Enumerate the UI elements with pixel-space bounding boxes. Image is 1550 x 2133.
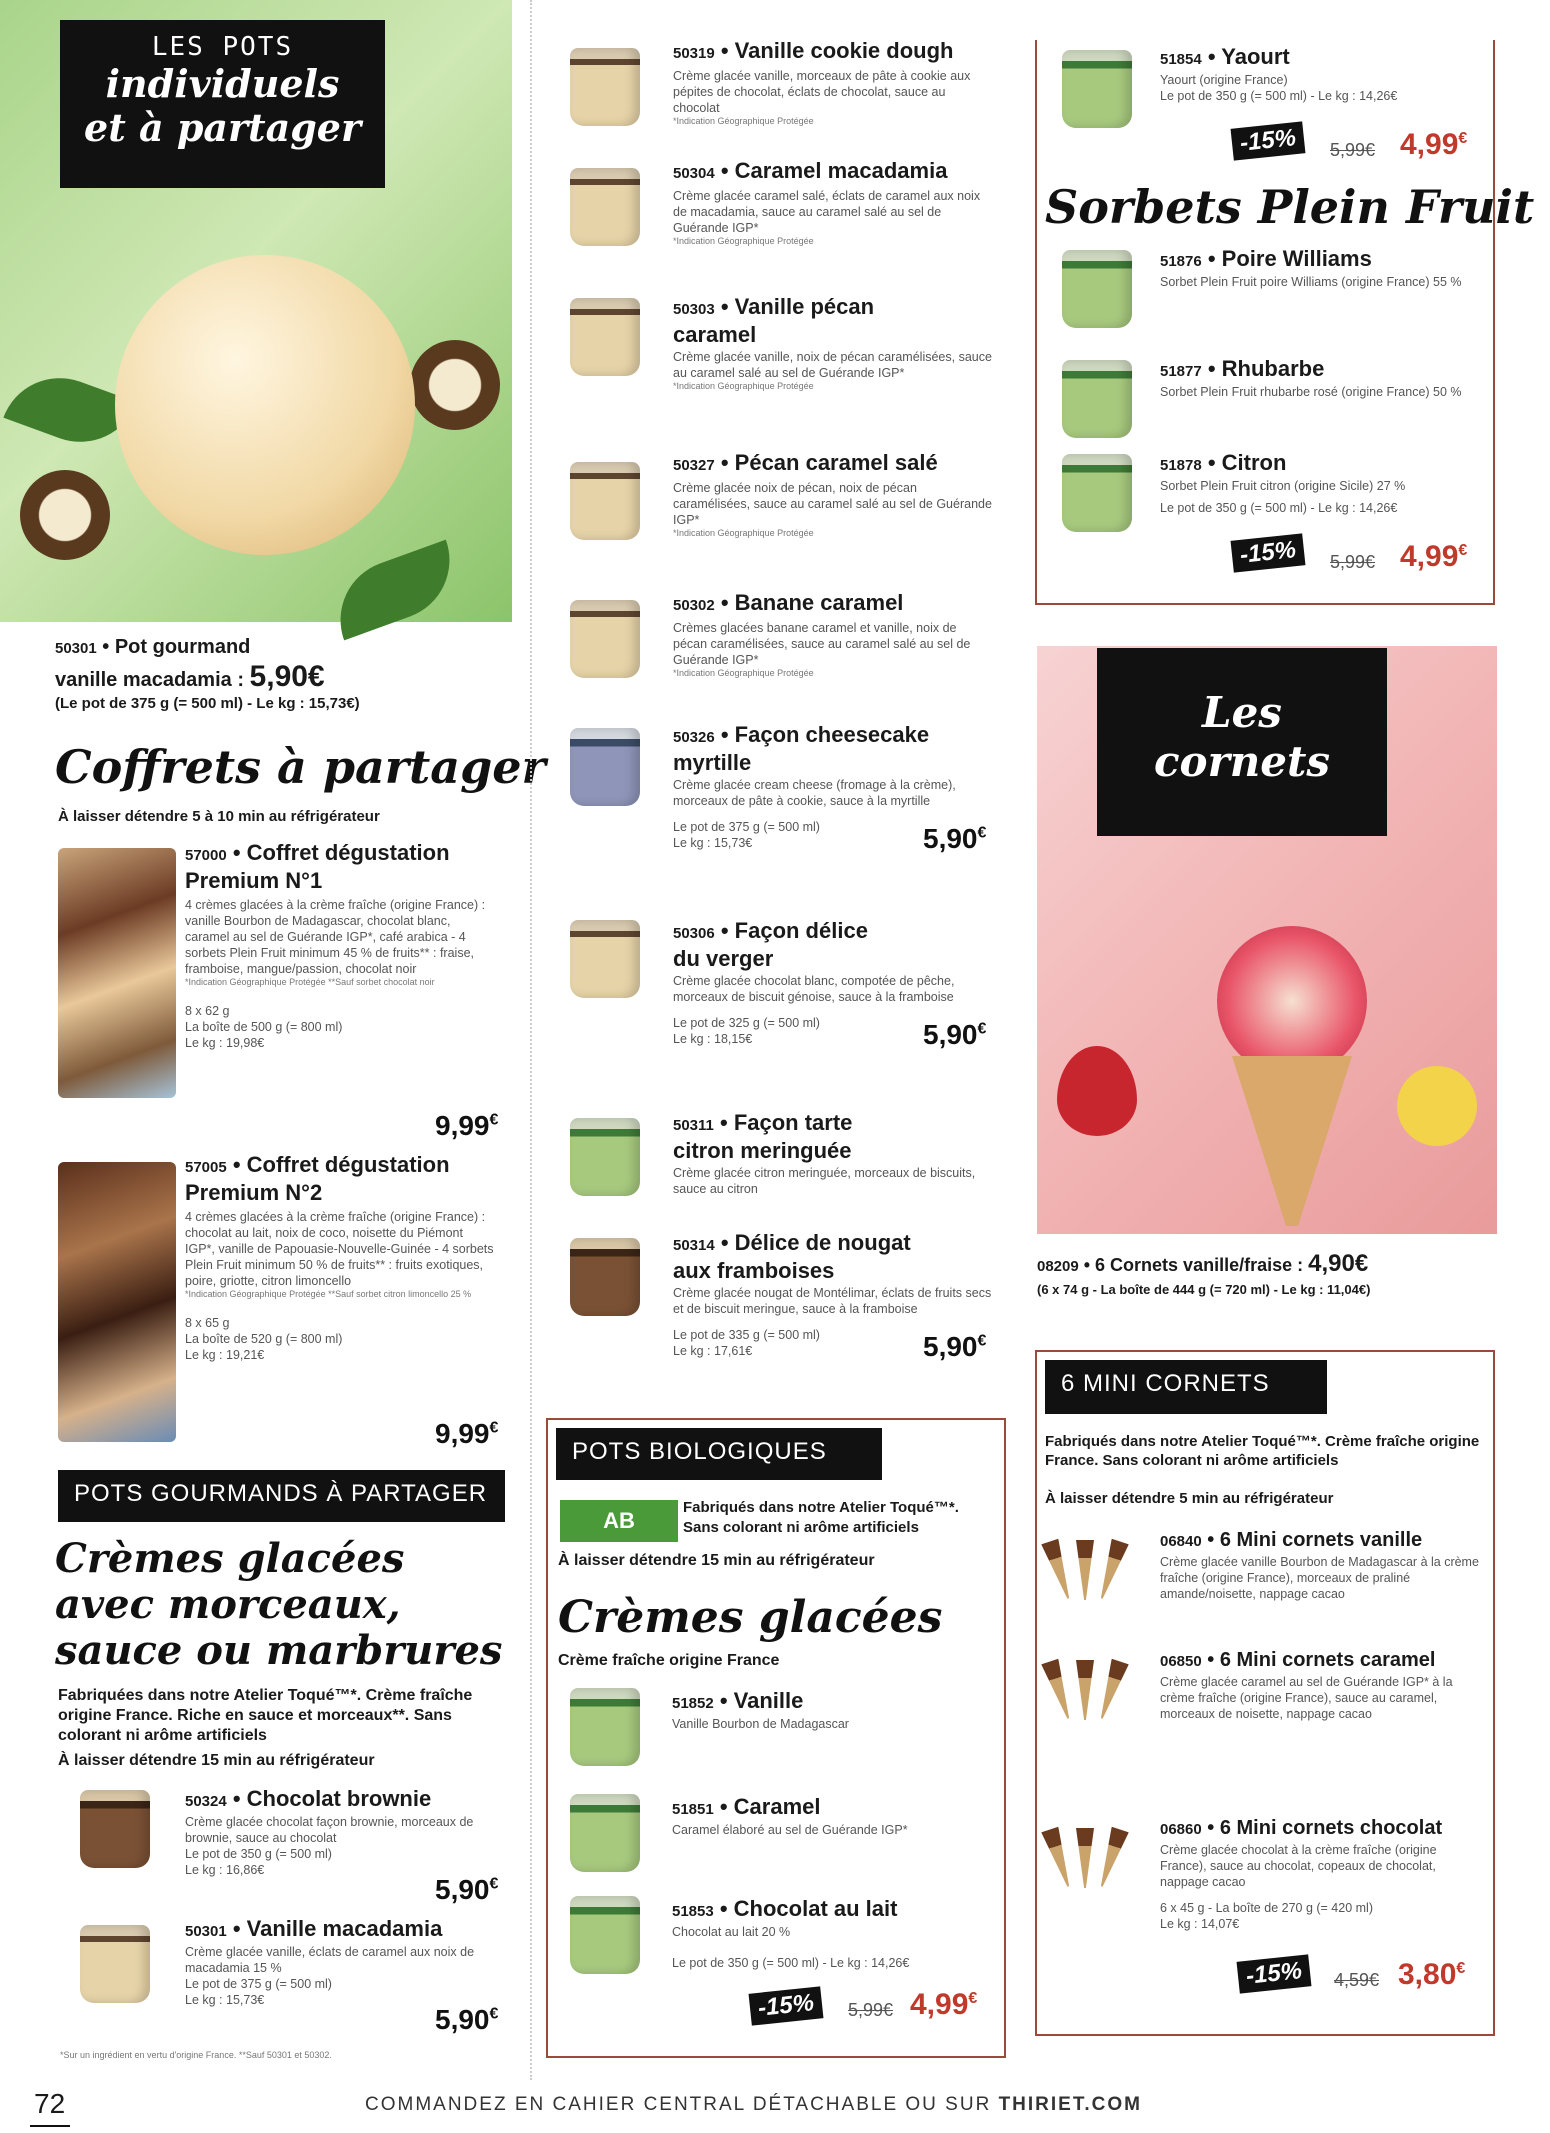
product-title: 51876 • Poire Williams xyxy=(1160,246,1372,271)
sorbets-title: Sorbets Plein Fruit xyxy=(1045,180,1535,234)
product-name-cont: Premium N°1 xyxy=(185,868,323,893)
product-description: Crème glacée caramel salé, éclats de caramel aux noix de macadamia, sauce au caramel salé au sel de Guérande IGP* xyxy=(673,189,981,235)
product-title: 50319 • Vanille cookie dough xyxy=(673,38,954,63)
mini-cornet-item xyxy=(1160,1648,1485,1722)
product-code: 50302 xyxy=(673,597,715,614)
product-code: 51854 xyxy=(1160,51,1202,68)
product-kg: Le kg : 15,73€ xyxy=(185,1993,265,2007)
leaf-decoration xyxy=(324,540,467,641)
product-pot: Le pot de 375 g (= 500 ml) xyxy=(673,820,820,834)
hero-title-line1: LES POTS xyxy=(151,32,294,62)
product-code: 51876 xyxy=(1160,253,1202,270)
product-name-cont: vanille macadamia : xyxy=(55,669,244,691)
product-name: 6 Mini cornets caramel xyxy=(1219,1649,1436,1671)
bio-product-item xyxy=(672,1896,992,1940)
product-code: 06850 xyxy=(1160,1653,1202,1670)
bio-logo xyxy=(560,1500,678,1542)
middle-product-item xyxy=(673,158,993,246)
product-name-cont: du verger xyxy=(673,946,774,971)
product-pot-image xyxy=(1062,360,1132,438)
product-name: Poire Williams xyxy=(1221,246,1372,271)
product-description: Crème glacée cream cheese (fromage à la crème), morceaux de pâte à cookie, sauce à la myrtille xyxy=(673,778,956,808)
product-price: 9,99€ xyxy=(435,1110,499,1141)
product-name: Yaourt xyxy=(1221,44,1290,69)
product-pot-image xyxy=(570,462,640,540)
old-price: 5,99€ xyxy=(1330,140,1376,160)
waffle-cone xyxy=(1232,1056,1352,1226)
middle-product-item xyxy=(673,590,993,678)
price-value: 5,90 xyxy=(435,2004,490,2035)
new-price: 4,99€ xyxy=(910,1988,978,2021)
product-code: 50324 xyxy=(185,1793,227,1810)
mini-qty: 6 x 45 g - La boîte de 270 g (= 420 ml) xyxy=(1160,1901,1373,1915)
footer-line xyxy=(30,2125,70,2127)
product-note: *Indication Géographique Protégée **Sauf sorbet chocolat noir xyxy=(185,977,435,987)
bio-intro xyxy=(683,1498,959,1538)
product-title: 51851 • Caramel xyxy=(672,1794,821,1819)
new-price: 4,99€ xyxy=(1400,128,1468,161)
product-description: Crème glacée vanille, morceaux de pâte à cookie aux pépites de chocolat, éclats de chocolat, sauce au chocolat xyxy=(673,69,971,115)
pot-gourmand-block: 50301 • Pot gourmand vanille macadamia : 5,90€ (Le pot de 375 g (= 500 ml) - Le kg : 15,73€) xyxy=(55,634,495,712)
product-details: (Le pot de 375 g (= 500 ml) - Le kg : 15,73€) xyxy=(55,695,360,712)
product-title: 51878 • Citron xyxy=(1160,450,1287,475)
product-title: 06860 • 6 Mini cornets chocolat xyxy=(1160,1817,1443,1839)
discount-badge: -15% xyxy=(1231,121,1306,160)
product-title: 50326 • Façon cheesecake xyxy=(673,722,930,747)
product-price: 5,90€ xyxy=(249,660,325,693)
product-name: Citron xyxy=(1221,450,1287,475)
igp-note: *Indication Géographique Protégée xyxy=(673,236,814,246)
product-box: La boîte de 520 g (= 800 ml) xyxy=(185,1332,343,1346)
pots-gourmands-intro: Fabriquées dans notre Atelier Toqué™*. Crème fraîche origine France. Riche en sauce et morceaux**. Sans colorant ni arôme artificiels xyxy=(58,1687,473,1744)
product-name: Vanille cookie dough xyxy=(734,38,954,63)
igp-note: *Indication Géographique Protégée xyxy=(673,528,814,538)
product-name-cont: myrtille xyxy=(673,750,752,775)
product-pot: Le pot de 335 g (= 500 ml) xyxy=(673,1328,820,1342)
product-price xyxy=(923,1331,986,1363)
column-divider xyxy=(530,0,532,2080)
bio-sub: Crème fraîche origine France xyxy=(558,1652,780,1669)
discount-badge: -15% xyxy=(749,1986,824,2025)
product-name: Vanille pécan xyxy=(734,294,875,319)
product-qty: 8 x 62 g xyxy=(185,1004,230,1018)
sorbet-item xyxy=(1160,356,1480,400)
macadamia-nut xyxy=(20,470,110,560)
product-name: Coffret dégustation xyxy=(246,1152,450,1177)
footnote: *Sur un ingrédient en vertu d'origine France. **Sauf 50301 et 50302. xyxy=(60,2050,332,2060)
discount-badge: -15% xyxy=(1231,533,1306,572)
product-description: Crème glacée vanille, noix de pécan caramélisées, sauce au caramel salé au sel de Guérande IGP* xyxy=(673,350,992,380)
footer-cta xyxy=(365,2094,1142,2116)
product-title: 51853 • Chocolat au lait xyxy=(672,1896,898,1921)
product-kg: Le kg : 18,15€ xyxy=(673,1032,753,1046)
vanilla-flower xyxy=(1397,1066,1477,1146)
section-header: 6 MINI CORNETS xyxy=(1045,1360,1327,1414)
coffret-item: 57000 • Coffret dégustation Premium N°1 4 crèmes glacées à la crème fraîche (origine France) : vanille Bourbon de Madagascar, chocolat blanc, caramel au sel de Guérande IGP*, café arabica - 4 sorbets Plein Fruit minimum 45 % de fruits** : fraise, framboise, mangue/passion, chocolat noir *Indication Géographique Protégée **Sauf sorbet chocolat noir 8 x 62 g La boîte de 500 g (= 800 ml) Le kg : 19,98€ xyxy=(185,840,495,1051)
sorbet-item xyxy=(1160,246,1480,290)
middle-product-item xyxy=(673,450,993,538)
new-price-value: 4,99 xyxy=(1400,540,1459,573)
product-title: 51877 • Rhubarbe xyxy=(1160,356,1325,381)
product-name: Vanille xyxy=(733,1688,804,1713)
price-value: 9,99 xyxy=(435,1110,490,1141)
page-number: 72 xyxy=(34,2088,66,2119)
sorbet-pot-info: Le pot de 350 g (= 500 ml) - Le kg : 14,26€ xyxy=(1160,501,1398,515)
sorbet-item xyxy=(1160,450,1480,494)
new-price: 4,99€ xyxy=(1400,540,1468,573)
middle-product-item xyxy=(673,1110,993,1197)
product-price xyxy=(923,823,986,855)
product-description: Crème glacée chocolat façon brownie, morceaux de brownie, sauce au chocolat xyxy=(185,1815,474,1845)
new-price-value: 4,99 xyxy=(910,1988,969,2021)
macadamia-nut xyxy=(410,340,500,430)
product-details: (6 x 74 g - La boîte de 444 g (= 720 ml) - Le kg : 11,04€) xyxy=(1037,1282,1371,1297)
product-pot-image xyxy=(1062,454,1132,532)
price-value: 5,90 xyxy=(923,1019,978,1050)
middle-product-item xyxy=(673,1230,993,1362)
product-code: 50326 xyxy=(673,729,715,746)
product-pot-image xyxy=(570,1896,640,1974)
product-kg: Le kg : 15,73€ xyxy=(673,836,753,850)
product-description: 4 crèmes glacées à la crème fraîche (origine France) : vanille Bourbon de Madagascar, chocolat blanc, caramel au sel de Guérande IGP*, café arabica - 4 sorbets Plein Fruit minimum 45 % de fruits** : fraise, framboise, mangue/passion, chocolat noir xyxy=(185,898,486,976)
mini-rest: À laisser détendre 5 min au réfrigérateur xyxy=(1045,1490,1334,1507)
ice-cream-cone xyxy=(1217,926,1367,1076)
old-price: 5,99€ xyxy=(1330,552,1376,572)
product-pot: Le pot de 350 g (= 500 ml) xyxy=(185,1847,332,1861)
product-code: 50303 xyxy=(673,301,715,318)
product-title: 50327 • Pécan caramel salé xyxy=(673,450,938,475)
new-price-value: 4,99 xyxy=(1400,128,1459,161)
product-code: 50311 xyxy=(673,1117,714,1134)
product-pot-image xyxy=(570,1688,640,1766)
product-name: Façon cheesecake xyxy=(734,722,930,747)
product-description: Crème glacée vanille Bourbon de Madagascar à la crème fraîche (origine France), morceaux de praliné amande/noisette, nappage cacao xyxy=(1160,1555,1479,1601)
product-pot-image xyxy=(570,728,640,806)
mini-cornet-item xyxy=(1160,1816,1485,1890)
yaourt-item: 51854 • Yaourt Yaourt (origine France) Le pot de 350 g (= 500 ml) - Le kg : 14,26€ xyxy=(1160,44,1480,104)
cornets-product: 08209 • 6 Cornets vanille/fraise : 4,90€ (6 x 74 g - La boîte de 444 g (= 720 ml) - Le kg : 11,04€) xyxy=(1037,1250,1497,1297)
product-pot-image xyxy=(570,1238,640,1316)
bio-product-item xyxy=(672,1688,992,1732)
pots-gourmands-rest: À laisser détendre 15 min au réfrigérateur xyxy=(58,1752,375,1769)
middle-product-item xyxy=(673,722,993,854)
product-description: Sorbet Plein Fruit citron (origine Sicile) 27 % xyxy=(1160,479,1406,493)
product-name: Pot gourmand xyxy=(114,636,251,658)
product-pot-image xyxy=(570,920,640,998)
coffrets-subtitle: À laisser détendre 5 à 10 min au réfrigérateur xyxy=(58,808,380,825)
product-price: 5,90€ xyxy=(435,2004,499,2035)
new-price: 3,80€ xyxy=(1398,1958,1466,1991)
product-code: 50301 xyxy=(185,1923,227,1940)
product-name: 6 Mini cornets chocolat xyxy=(1219,1817,1443,1839)
product-description: Crème glacée nougat de Montélimar, éclats de fruits secs et de biscuit meringue, sauce à la framboise xyxy=(673,1286,992,1316)
product-pot-image xyxy=(1062,50,1132,128)
product-name: 6 Mini cornets vanille xyxy=(1219,1529,1423,1551)
product-description: Vanille Bourbon de Madagascar xyxy=(672,1717,849,1731)
product-title: 50311 • Façon tarte xyxy=(673,1110,853,1135)
product-name: Caramel macadamia xyxy=(734,158,948,183)
product-description: Chocolat au lait 20 % xyxy=(672,1925,791,1939)
hero-title-line2: individuels xyxy=(105,61,340,106)
middle-product-item xyxy=(673,38,993,126)
product-kg: Le kg : 19,21€ xyxy=(185,1348,265,1362)
product-name: Vanille macadamia xyxy=(246,1916,443,1941)
middle-product-item xyxy=(673,918,993,1050)
currency: € xyxy=(977,1332,987,1350)
igp-note: *Indication Géographique Protégée xyxy=(673,668,814,678)
hero-title-line3: et à partager xyxy=(84,105,361,150)
pot-gourmand-item: 50301 • Vanille macadamia Crème glacée vanille, éclats de caramel aux noix de macadamia 15 % Le pot de 375 g (= 500 ml) Le kg : 15,73€ xyxy=(185,1916,505,2008)
coffret-image xyxy=(58,848,176,1098)
product-name: Chocolat brownie xyxy=(246,1786,432,1811)
product-name: Pécan caramel salé xyxy=(734,450,938,475)
cornets-title-box xyxy=(1097,648,1387,836)
product-code: 50301 xyxy=(55,640,97,657)
product-pot-image xyxy=(1062,250,1132,328)
product-title: 50314 • Délice de nougat xyxy=(673,1230,911,1255)
product-name: Délice de nougat xyxy=(734,1230,911,1255)
product-code: 06840 xyxy=(1160,1533,1202,1550)
section-header: POTS GOURMANDS À PARTAGER xyxy=(58,1470,505,1522)
product-pot-image xyxy=(570,48,640,126)
discount-badge: -15% xyxy=(1237,1954,1312,1993)
product-code: 08209 xyxy=(1037,1258,1079,1275)
currency: € xyxy=(977,1020,987,1038)
product-name: Chocolat au lait xyxy=(733,1896,898,1921)
product-description: Sorbet Plein Fruit poire Williams (origine France) 55 % xyxy=(1160,275,1462,289)
ab-logo-icon: AB xyxy=(603,1508,635,1533)
currency: € xyxy=(977,824,987,842)
product-price: 4,90€ xyxy=(1308,1250,1369,1277)
product-name-cont: Premium N°2 xyxy=(185,1180,323,1205)
cornets-title-l1: Les xyxy=(1202,688,1282,737)
product-code: 06860 xyxy=(1160,1821,1202,1838)
product-description: Sorbet Plein Fruit rhubarbe rosé (origine France) 50 % xyxy=(1160,385,1462,399)
footer-site-link[interactable]: THIRIET.COM xyxy=(998,2094,1142,2115)
product-title: 50304 • Caramel macadamia xyxy=(673,158,948,183)
product-code: 51852 xyxy=(672,1695,714,1712)
old-price: 5,99€ xyxy=(848,2000,894,2020)
product-name: Façon délice xyxy=(734,918,868,943)
product-pot-image xyxy=(80,1925,150,2003)
product-pot: Le pot de 375 g (= 500 ml) xyxy=(185,1977,332,1991)
product-pot-image xyxy=(570,168,640,246)
product-code: 51878 xyxy=(1160,457,1202,474)
product-code: 50314 xyxy=(673,1237,715,1254)
product-code: 57005 xyxy=(185,1159,227,1176)
product-title: 51852 • Vanille xyxy=(672,1688,804,1713)
pots-gourmands-title: Crèmes glacées avec morceaux, sauce ou marbrures xyxy=(55,1535,503,1674)
product-description: Crème glacée chocolat à la crème fraîche (origine France), sauce au chocolat, copeaux de chocolat, nappage cacao xyxy=(1160,1843,1437,1889)
middle-product-item xyxy=(673,294,993,391)
product-name: Banane caramel xyxy=(734,590,904,615)
product-title: 50306 • Façon délice xyxy=(673,918,868,943)
product-name-cont: aux framboises xyxy=(673,1258,835,1283)
price-value: 5,90 xyxy=(923,1331,978,1362)
strawberry xyxy=(1057,1046,1137,1136)
price-value: 5,90 xyxy=(435,1874,490,1905)
product-note: *Indication Géographique Protégée **Sauf sorbet citron limoncello 25 % xyxy=(185,1289,472,1299)
product-price: 9,99€ xyxy=(435,1418,499,1449)
product-description: Crème glacée vanille, éclats de caramel aux noix de macadamia 15 % xyxy=(185,1945,475,1975)
coffret-image xyxy=(58,1162,176,1442)
product-pot: Le pot de 325 g (= 500 ml) xyxy=(673,1016,820,1030)
pot-gourmand-item: 50324 • Chocolat brownie Crème glacée chocolat façon brownie, morceaux de brownie, sauce au chocolat Le pot de 350 g (= 500 ml) Le kg : 16,86€ xyxy=(185,1786,505,1878)
hero-image xyxy=(0,0,512,622)
product-code: 51851 xyxy=(672,1801,714,1818)
mini-intro: Fabriqués dans notre Atelier Toqué™*. Crème fraîche origine France. Sans colorant ni arôme artificiels xyxy=(1045,1433,1480,1469)
product-description: Caramel élaboré au sel de Guérande IGP* xyxy=(672,1823,908,1837)
product-code: 50304 xyxy=(673,165,715,182)
ice-cream-scoop xyxy=(115,255,415,555)
old-price: 4,59€ xyxy=(1334,1970,1380,1990)
product-code: 50306 xyxy=(673,925,715,942)
price-value: 9,99 xyxy=(435,1418,490,1449)
mini-cornet-item xyxy=(1160,1528,1485,1602)
product-code: 51877 xyxy=(1160,363,1202,380)
product-title: 06840 • 6 Mini cornets vanille xyxy=(1160,1529,1423,1551)
product-code: 50319 xyxy=(673,45,715,62)
product-pot: Le pot de 350 g (= 500 ml) - Le kg : 14,26€ xyxy=(1160,89,1398,103)
igp-note: *Indication Géographique Protégée xyxy=(673,116,814,126)
product-name: 6 Cornets vanille/fraise : xyxy=(1095,1255,1304,1275)
product-description: Crèmes glacées banane caramel et vanille, noix de pécan caramélisées, sauce au caramel salé au sel de Guérande IGP* xyxy=(673,621,971,667)
product-description: Crème glacée noix de pécan, noix de pécan caramélisées, sauce au caramel salé au sel de Guérande IGP* xyxy=(673,481,992,527)
bio-intro-l1: Fabriqués dans notre Atelier Toqué™*. xyxy=(683,1499,959,1516)
product-kg: Le kg : 16,86€ xyxy=(185,1863,265,1877)
product-name: Coffret dégustation xyxy=(246,840,450,865)
product-name-cont: caramel xyxy=(673,322,757,347)
product-box: La boîte de 500 g (= 800 ml) xyxy=(185,1020,343,1034)
mini-kg: Le kg : 14,07€ xyxy=(1160,1917,1240,1931)
product-price: 5,90€ xyxy=(435,1874,499,1905)
product-name: Façon tarte xyxy=(733,1110,853,1135)
bio-pot-info: Le pot de 350 g (= 500 ml) - Le kg : 14,26€ xyxy=(672,1956,910,1970)
bio-intro-l2: Sans colorant ni arôme artificiels xyxy=(683,1519,919,1536)
cornets-image xyxy=(1037,646,1497,1234)
section-header: POTS BIOLOGIQUES xyxy=(556,1428,882,1480)
hero-title-box xyxy=(60,20,385,188)
product-description: Crème glacée caramel au sel de Guérande IGP* à la crème fraîche (origine France), sauce au caramel, morceaux de noisette, nappage cacao xyxy=(1160,1675,1453,1721)
product-qty: 8 x 65 g xyxy=(185,1316,230,1330)
bio-title: Crèmes glacées xyxy=(558,1592,943,1643)
product-pot-image xyxy=(80,1790,150,1868)
footer-cta-text: COMMANDEZ EN CAHIER CENTRAL DÉTACHABLE OU SUR xyxy=(365,2094,999,2115)
product-description: Crème glacée chocolat blanc, compotée de pêche, morceaux de biscuit génoise, sauce à la framboise xyxy=(673,974,955,1004)
product-title: 06850 • 6 Mini cornets caramel xyxy=(1160,1649,1436,1671)
product-name: Caramel xyxy=(733,1794,821,1819)
product-pot-image xyxy=(570,600,640,678)
product-pot-image xyxy=(570,298,640,376)
product-kg: Le kg : 17,61€ xyxy=(673,1344,753,1358)
product-name: Rhubarbe xyxy=(1221,356,1325,381)
product-description: Yaourt (origine France) xyxy=(1160,73,1288,87)
product-code: 51853 xyxy=(672,1903,714,1920)
product-pot-image xyxy=(570,1794,640,1872)
bio-product-item xyxy=(672,1794,992,1838)
product-title: 50303 • Vanille pécan xyxy=(673,294,875,319)
product-kg: Le kg : 19,98€ xyxy=(185,1036,265,1050)
product-pot-image xyxy=(570,1118,640,1196)
product-price xyxy=(923,1019,986,1051)
product-description: 4 crèmes glacées à la crème fraîche (origine France) : chocolat au lait, noix de coco, noisette du Piémont IGP*, vanille de Papouasie-Nouvelle-Guinée - 4 sorbets Plein Fruit minimum 50 % de fruits** : fruits exotiques, poire, griotte, citron limoncello xyxy=(185,1210,494,1288)
cornets-title-l2: cornets xyxy=(1153,737,1331,786)
product-name-cont: citron meringuée xyxy=(673,1138,852,1163)
product-code: 57000 xyxy=(185,847,227,864)
product-title: 50302 • Banane caramel xyxy=(673,590,904,615)
product-code: 50327 xyxy=(673,457,715,474)
product-description: Crème glacée citron meringuée, morceaux de biscuits, sauce au citron xyxy=(673,1166,976,1196)
bio-rest: À laisser détendre 15 min au réfrigérateur xyxy=(558,1552,875,1569)
igp-note: *Indication Géographique Protégée xyxy=(673,381,814,391)
new-price-value: 3,80 xyxy=(1398,1958,1457,1991)
coffret-item: 57005 • Coffret dégustation Premium N°2 4 crèmes glacées à la crème fraîche (origine France) : chocolat au lait, noix de coco, noisette du Piémont IGP*, vanille de Papouasie-Nouvelle-Guinée - 4 sorbets Plein Fruit minimum 50 % de fruits** : fruits exotiques, poire, griotte, citron limoncello *Indication Géographique Protégée **Sauf sorbet citron limoncello 25 % 8 x 65 g La boîte de 520 g (= 800 ml) Le kg : 19,21€ xyxy=(185,1152,494,1362)
price-value: 5,90 xyxy=(923,823,978,854)
coffrets-title: Coffrets à partager xyxy=(55,740,546,794)
